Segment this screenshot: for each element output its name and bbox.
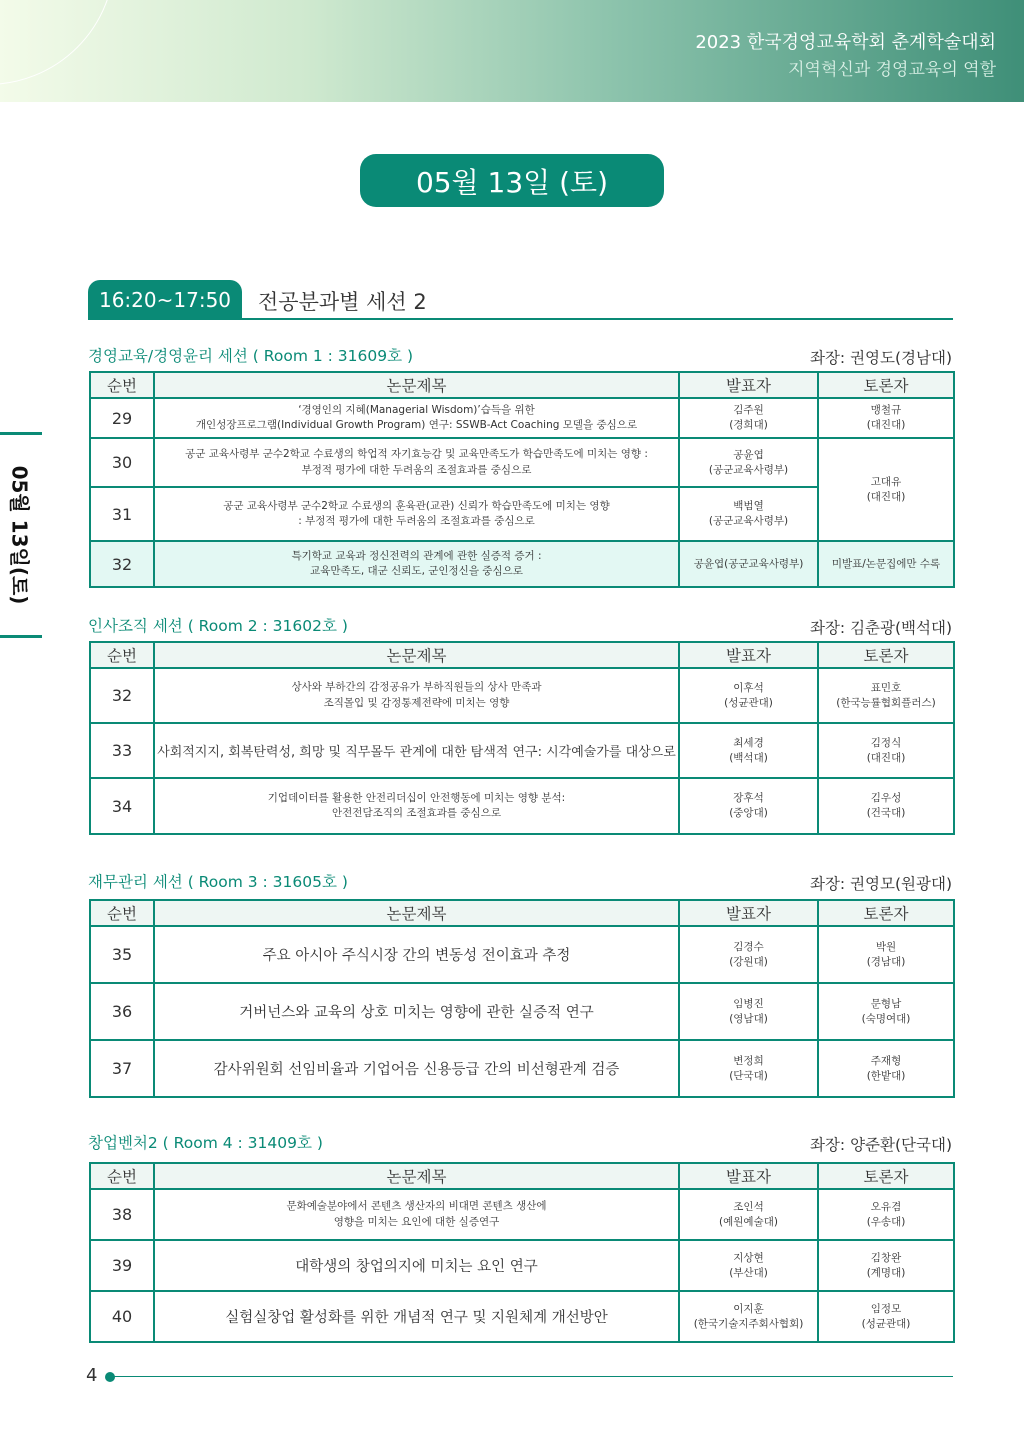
- table-row: [90, 398, 954, 438]
- table-header-row: [90, 900, 954, 926]
- date-heading: 05월 13일 (토): [360, 154, 664, 207]
- row-number: 29: [90, 398, 154, 438]
- paper-title: 대학생의 창업의지에 미치는 요인 연구: [154, 1240, 679, 1291]
- conference-theme: 지역혁신과 경영교육의 역할: [788, 60, 996, 80]
- session-divider: [88, 318, 953, 320]
- col-header-title: 논문제목: [154, 1163, 679, 1189]
- block-title: 인사조직 세션 ( Room 2 : 31602호 ): [88, 617, 348, 635]
- discussant: 맹철규 (대진대): [818, 398, 954, 438]
- table-header-row: [90, 642, 954, 668]
- presenter: 이후석 (성균관대): [679, 668, 818, 723]
- side-date-label: 05월 13일(토): [7, 465, 32, 605]
- block-title: 창업벤처2 ( Room 4 : 31409호 ): [88, 1134, 323, 1152]
- col-header-discussant: 토론자: [818, 1163, 954, 1189]
- discussant: 김정식 (대진대): [818, 723, 954, 778]
- paper-title: 문화예술분야에서 콘텐츠 생산자의 비대면 콘텐츠 생산에 영향을 미치는 요인에 대한 실증연구: [154, 1189, 679, 1240]
- conference-title: 2023 한국경영교육학회 춘계학술대회: [695, 32, 996, 53]
- table-row: [90, 438, 954, 487]
- paper-title: 공군 교육사령부 군수2학교 수료생의 훈육관(교관) 신뢰가 학습만족도에 미치는 영향 : 부정적 평가에 대한 두려움의 조절효과를 중심으로: [154, 487, 679, 541]
- paper-title: 기업데이터를 활용한 안전리더십이 안전행동에 미치는 영향 분석: 안전전담조직의 조절효과를 중심으로: [154, 778, 679, 834]
- presenter: 김경수 (강원대): [679, 926, 818, 983]
- col-header-presenter: 발표자: [679, 900, 818, 926]
- table-row: [90, 1189, 954, 1240]
- presenter: 이지훈 (한국기술지주회사협회): [679, 1291, 818, 1342]
- presenter: 공윤엽(공군교육사령부): [679, 541, 818, 587]
- block-chair: 좌장: 권영모(원광대): [809, 875, 952, 893]
- paper-title: 거버넌스와 교육의 상호 미치는 영향에 관한 실증적 연구: [154, 983, 679, 1040]
- col-header-title: 논문제목: [154, 642, 679, 668]
- col-header-discussant: 토론자: [818, 900, 954, 926]
- presenter: 조인석 (예원예술대): [679, 1189, 818, 1240]
- col-header-num: 순번: [90, 642, 154, 668]
- table-row: [90, 1240, 954, 1291]
- col-header-presenter: 발표자: [679, 1163, 818, 1189]
- col-header-num: 순번: [90, 900, 154, 926]
- footer-line: [112, 1376, 953, 1377]
- table-row: [90, 668, 954, 723]
- row-number: 39: [90, 1240, 154, 1291]
- session-time: 16:20~17:50: [88, 280, 242, 319]
- block-chair: 좌장: 양준환(단국대): [809, 1136, 952, 1154]
- row-number: 30: [90, 438, 154, 487]
- discussant: 주재형 (한밭대): [818, 1040, 954, 1097]
- table-row: [90, 1040, 954, 1097]
- discussant: 문형남 (숙명여대): [818, 983, 954, 1040]
- col-header-num: 순번: [90, 372, 154, 398]
- header-banner: [0, 0, 1024, 102]
- discussant: 김창완 (계명대): [818, 1240, 954, 1291]
- table-row: [90, 778, 954, 834]
- presenter: 임병진 (영남대): [679, 983, 818, 1040]
- row-number: 37: [90, 1040, 154, 1097]
- session-title: 전공분과별 세션 2: [258, 290, 427, 314]
- discussant: 임정모 (성균관대): [818, 1291, 954, 1342]
- block-title: 경영교육/경영윤리 세션 ( Room 1 : 31609호 ): [88, 347, 414, 365]
- discussant: 김우성 (건국대): [818, 778, 954, 834]
- col-header-discussant: 토론자: [818, 642, 954, 668]
- paper-title: 주요 아시아 주식시장 간의 변동성 전이효과 추정: [154, 926, 679, 983]
- discussant: 고대유 (대진대): [818, 438, 954, 541]
- col-header-title: 논문제목: [154, 900, 679, 926]
- presenter: 최세경 (백석대): [679, 723, 818, 778]
- presenter: 지상현 (부산대): [679, 1240, 818, 1291]
- row-number: 35: [90, 926, 154, 983]
- discussant: 미발표/논문집에만 수록: [818, 541, 954, 587]
- schedule-table: [89, 899, 955, 1098]
- side-date-tab: [0, 432, 42, 638]
- table-header-row: [90, 1163, 954, 1189]
- discussant: 박원 (경남대): [818, 926, 954, 983]
- table-row: [90, 1291, 954, 1342]
- row-number: 36: [90, 983, 154, 1040]
- table-row: [90, 983, 954, 1040]
- discussant: 오유겸 (우송대): [818, 1189, 954, 1240]
- row-number: 32: [90, 668, 154, 723]
- presenter: 변정희 (단국대): [679, 1040, 818, 1097]
- presenter: 공윤엽 (공군교육사령부): [679, 438, 818, 487]
- presenter: 장후석 (중앙대): [679, 778, 818, 834]
- row-number: 31: [90, 487, 154, 541]
- table-header-row: [90, 372, 954, 398]
- col-header-presenter: 발표자: [679, 372, 818, 398]
- col-header-num: 순번: [90, 1163, 154, 1189]
- table-row: [90, 723, 954, 778]
- col-header-discussant: 토론자: [818, 372, 954, 398]
- table-row: [90, 926, 954, 983]
- schedule-table: [89, 1162, 955, 1343]
- paper-title: 공군 교육사령부 군수2학교 수료생의 학업적 자기효능감 및 교육만족도가 학습만족도에 미치는 영향 : 부정적 평가에 대한 두려움의 조절효과를 중심으로: [154, 438, 679, 487]
- row-number: 38: [90, 1189, 154, 1240]
- col-header-title: 논문제목: [154, 372, 679, 398]
- presenter: 백범열 (공군교육사령부): [679, 487, 818, 541]
- paper-title: 실험실창업 활성화를 위한 개념적 연구 및 지원체계 개선방안: [154, 1291, 679, 1342]
- page-number: 4: [86, 1365, 98, 1386]
- row-number: 40: [90, 1291, 154, 1342]
- schedule-table: [89, 371, 955, 588]
- table-row-highlighted: [90, 541, 954, 587]
- footer-dot: [105, 1372, 115, 1382]
- paper-title: ‘경영인의 지혜(Managerial Wisdom)’습득을 위한 개인성장프로그램(Individual Growth Program) 연구: SSWB-Act Coaching 모델을 중심으로: [154, 398, 679, 438]
- presenter: 김주원 (경희대): [679, 398, 818, 438]
- block-chair: 좌장: 권영도(경남대): [809, 349, 952, 367]
- schedule-table: [89, 641, 955, 835]
- block-title: 재무관리 세션 ( Room 3 : 31605호 ): [88, 873, 348, 891]
- paper-title: 상사와 부하간의 감정공유가 부하직원들의 상사 만족과 조직몰입 및 감정통제전략에 미치는 영향: [154, 668, 679, 723]
- row-number: 33: [90, 723, 154, 778]
- decorative-arc: [0, 0, 115, 85]
- discussant: 표민호 (한국능률협회플러스): [818, 668, 954, 723]
- paper-title: 특기학교 교육과 정신전력의 관계에 관한 실증적 증거 : 교육만족도, 대군 신뢰도, 군인정신을 중심으로: [154, 541, 679, 587]
- row-number: 34: [90, 778, 154, 834]
- row-number: 32: [90, 541, 154, 587]
- paper-title: 감사위원회 선임비율과 기업어음 신용등급 간의 비선형관계 검증: [154, 1040, 679, 1097]
- col-header-presenter: 발표자: [679, 642, 818, 668]
- paper-title: 사회적지지, 회복탄력성, 희망 및 직무몰두 관계에 대한 탐색적 연구: 시각예술가를 대상으로: [154, 723, 679, 778]
- block-chair: 좌장: 김춘광(백석대): [809, 619, 952, 637]
